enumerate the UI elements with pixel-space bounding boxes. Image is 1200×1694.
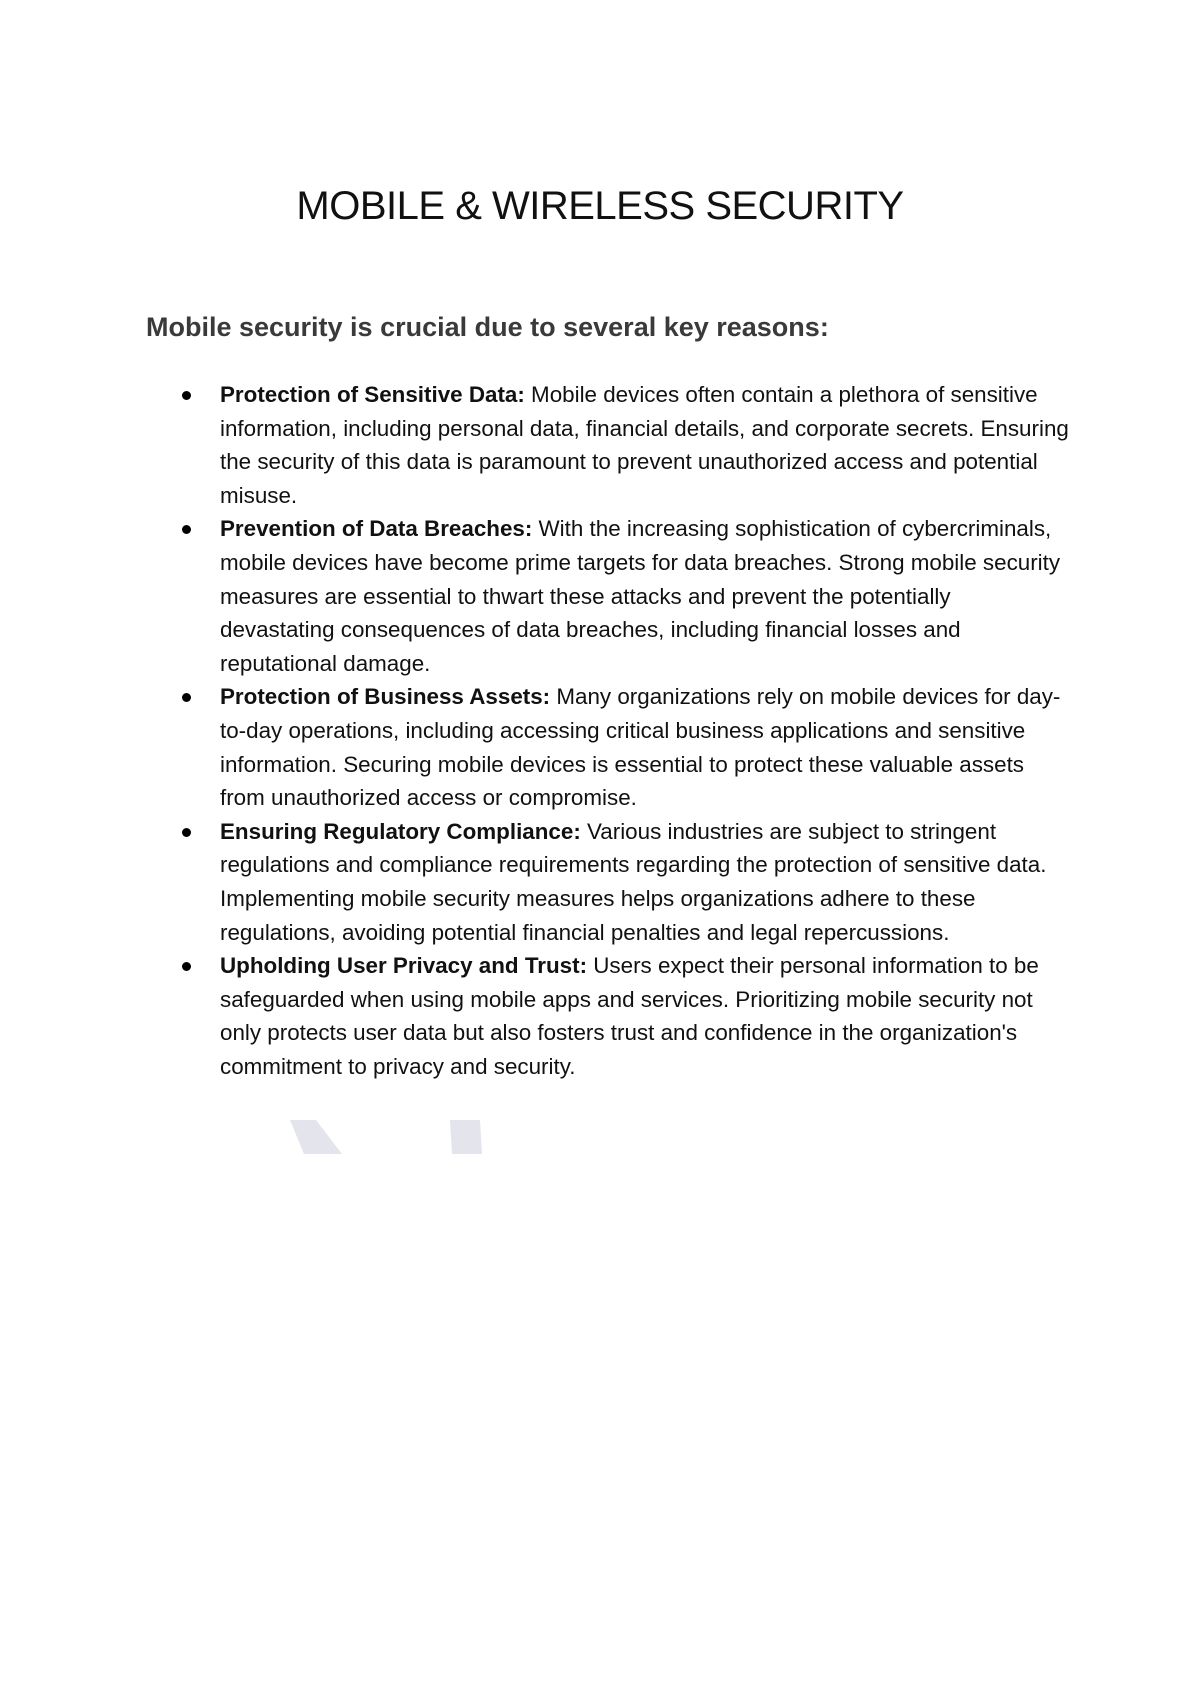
bullet-icon [182,828,191,837]
reason-term: Protection of Sensitive Data: [220,382,525,407]
reason-term: Protection of Business Assets: [220,684,551,710]
watermark-fragment [290,1120,490,1154]
watermark-stroke-left [290,1120,342,1154]
reason-term: Prevention of Data Breaches: [220,516,533,542]
reason-term: Ensuring Regulatory Compliance: [220,818,581,844]
bullet-icon [182,525,191,534]
list-item [180,378,1070,512]
section-heading: Mobile security is crucial due to several key reasons: [146,312,829,342]
reason-text: Various industries are subject to stringent regulations and compliance requirements regarding the protection of sensitive data. Implementing mobile security measures helps organizations adhere to these regulations, avoiding potential financial penalties and legal repercussions. [220,818,1047,945]
list-item [180,815,1070,949]
list-item [180,949,1070,1083]
reason-text: With the increasing sophistication of cybercriminals, mobile devices have become prime targets for data breaches. Strong mobile security measures are essential to thwart these attacks and prevent the potentially devastating consequences of data breaches, including financial losses and reputational damage. [220,516,1061,676]
reason-text: Mobile devices often contain a plethora of sensitive information, including personal data, financial details, and corporate secrets. Ensuring the security of this data is paramount to prevent unauthorized access and potential misuse. [220,382,1069,508]
reason-text: Many organizations rely on mobile devices for day-to-day operations, including accessing critical business applications and sensitive information. Securing mobile devices is essential to protect these valuable assets from unauthorized access or compromise. [220,684,1061,811]
watermark-stroke-right [450,1120,482,1154]
bullet-icon [182,391,191,400]
reasons-list [180,378,1070,1083]
list-item [180,680,1070,814]
reason-term: Upholding User Privacy and Trust: [220,953,588,979]
bullet-icon [182,693,191,702]
bullet-icon [182,962,191,971]
reason-text: Users expect their personal information to be safeguarded when using mobile apps and services. Prioritizing mobile security not only protects user data but also fosters trust and confidence in the organization's commitment to privacy and security. [220,953,1039,1079]
page-title: MOBILE & WIRELESS SECURITY [296,184,904,228]
list-item [180,512,1070,680]
